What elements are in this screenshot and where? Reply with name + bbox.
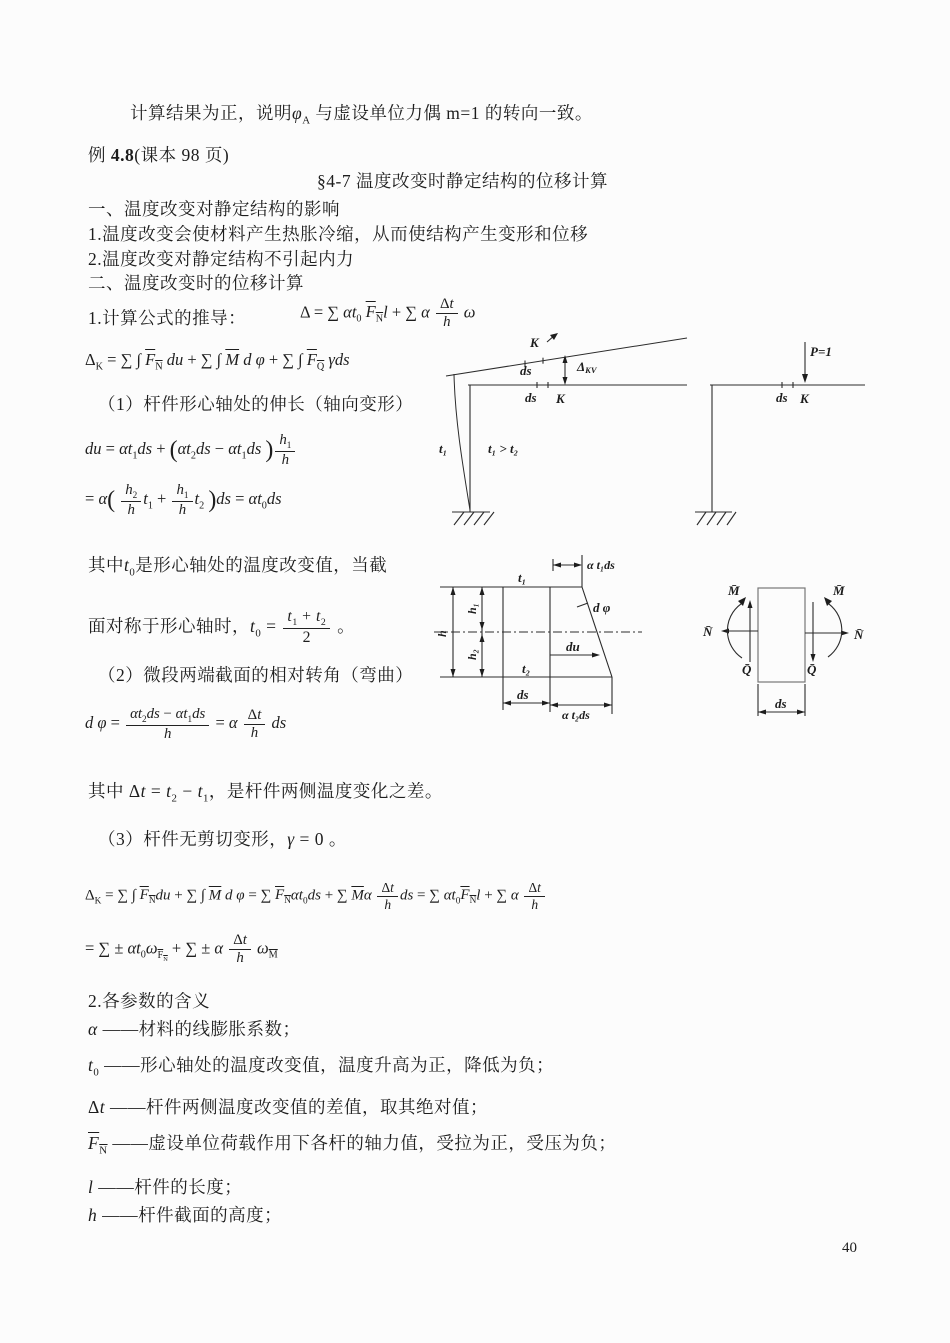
subsection-1: 一、温度改变对静定结构的影响 [88,199,340,219]
label-k-star: K [530,335,539,350]
section-heading: §4-7 温度改变时静定结构的位移计算 [317,171,608,191]
def-t0: $t_0$ ——形心轴处的温度改变值，温度升高为正，降低为负； [88,1055,555,1079]
element-body [758,588,805,682]
delta-kv-arrow [563,355,568,385]
point-3-label: （3）杆件无剪切变形，γ = 0 。 [98,829,347,849]
label-k: K [800,391,809,406]
params-title: 2.各参数的含义 [88,991,211,1011]
kstar-pointer [547,333,558,342]
label-dphi: d φ [593,600,611,615]
label-n-left: N̄ [703,624,713,639]
section-outline [434,587,642,677]
label-p-equals-1: P=1 [810,344,832,359]
deformed-shape [446,338,687,510]
t0-paragraph-line-2: 面对称于形心轴时，$t_0$ = $\frac{t_1 + t_2}{2}$ 。 [88,608,356,647]
label-du: du [566,639,580,654]
label-ds: ds [775,696,787,711]
label-h1: h₁ [465,603,479,614]
label-m-right: M̄ [833,583,845,598]
formula-delta-k: $\Delta_K$ = ∑ ∫ $F_N$ du + ∑ ∫ $\overline{M}$ d φ + ∑ ∫ $F_Q$ γds [85,350,350,373]
dphi-tick [577,603,588,607]
label-t2: t₂ [522,661,531,676]
formula-long: $\Delta_K$ = ∑ ∫ $F_Ndu$ + ∑ ∫ $\overline{M}$ d φ = ∑ $F_N\alpha t_0ds$ + ∑ $\overline{M}\alpha$ $\frac{\Delta t}{h}$ ds = ∑ $\alpha t_0F_Nl$ + ∑ α $\frac{\Delta t}{h}$ [85,880,547,912]
def-h: h ——杆件截面的高度； [88,1205,283,1225]
point-1-label: （1）杆件形心轴处的伸长（轴向变形） [98,394,414,414]
figure-element-forces [688,562,898,730]
label-q-left: Q̄ [742,662,752,677]
derivation-label: 1.计算公式的推导： [88,308,247,328]
list-item-2: 2.温度改变对静定结构不引起内力 [88,249,355,269]
list-item-1: 1.温度改变会使材料产生热胀冷缩，从而使结构产生变形和位移 [88,224,589,244]
label-k: K [556,391,565,406]
moment-arrows [727,597,841,658]
label-n-right: N̄ [854,627,864,642]
formula-du-1: du = $\alpha t_1ds + (\alpha t_2ds - \alpha t_1ds$ ) $\frac{h_1}{h}$ [85,432,297,469]
label-h2: h₂ [465,649,479,660]
figure-deformed-frame [430,322,690,537]
label-h: h [435,630,449,637]
label-ds: ds [776,390,788,405]
example-line: 例 4.8(课本 98 页) [88,145,230,165]
formula-dphi: d φ = $\frac{\alpha t_2ds - \alpha t_1ds}{h}$ = α $\frac{\Delta t}{h}$ ds [85,706,287,742]
label-ds: ds [517,687,529,702]
axial-force-arrows [721,629,849,636]
label-ds-top: ds [520,363,532,378]
label-ds-bottom: ds [525,390,537,405]
formula-omega: = ∑ ± $\alpha t_0\omega_{F_N}$ + ∑ ± α $\frac{\Delta t}{h}$ $\omega_{\overline{M}}$ [85,932,278,967]
def-l: l ——杆件的长度； [88,1177,243,1197]
subsection-2: 二、温度改变时的位移计算 [88,273,304,293]
label-alpha-t2-ds: α t₂ds [562,708,590,722]
formula-delta: Δ = ∑ $\alpha t_0$ $F_Nl$ + ∑ α $\frac{\Delta t}{h}$ ω [300,296,476,331]
figure-section-diagram [432,542,672,732]
intro-line: 计算结果为正，说明$\varphi_A$ 与虚设单位力偶 m=1 的转向一致。 [130,103,593,127]
label-t1: t₁ [518,570,527,585]
label-condition: t₁ > t₂ [488,441,519,456]
label-delta-kv: ΔKV [577,359,597,375]
figure-unit-load-frame [690,330,890,535]
label-m-left: M̄ [728,583,740,598]
ground-hatching [454,512,494,525]
ground-hatching [697,512,736,525]
label-t1: t₁ [439,441,448,456]
def-fn: $F_N$ ——虚设单位荷载作用下各杆的轴力值，受拉为正，受压为负； [88,1133,617,1157]
point-2-label: （2）微段两端截面的相对转角（弯曲） [98,665,414,685]
label-alpha-t1-ds: α t₁ds [587,558,615,572]
formula-du-2: = α( $\frac{h_2}{h}$ $t_1$ + $\frac{h_1}{h}$ $t_2$ )$ds = \alpha t_0ds$ [85,482,282,518]
def-dt: Δt ——杆件两侧温度改变值的差值，取其绝对值； [88,1097,489,1117]
def-alpha: α ——材料的线膨胀系数； [88,1019,301,1039]
t0-paragraph-line-1: 其中$t_0$是形心轴处的温度改变值，当截 [88,555,388,579]
label-q-right: Q̄ [807,662,817,677]
unit-load-arrow [802,342,808,383]
dt-paragraph: 其中 $\Delta t = t_2 - t_1$，是杆件两侧温度变化之差。 [88,781,443,805]
alpha-t1-ds-dimension [553,555,582,587]
page-number: 40 [842,1240,857,1256]
